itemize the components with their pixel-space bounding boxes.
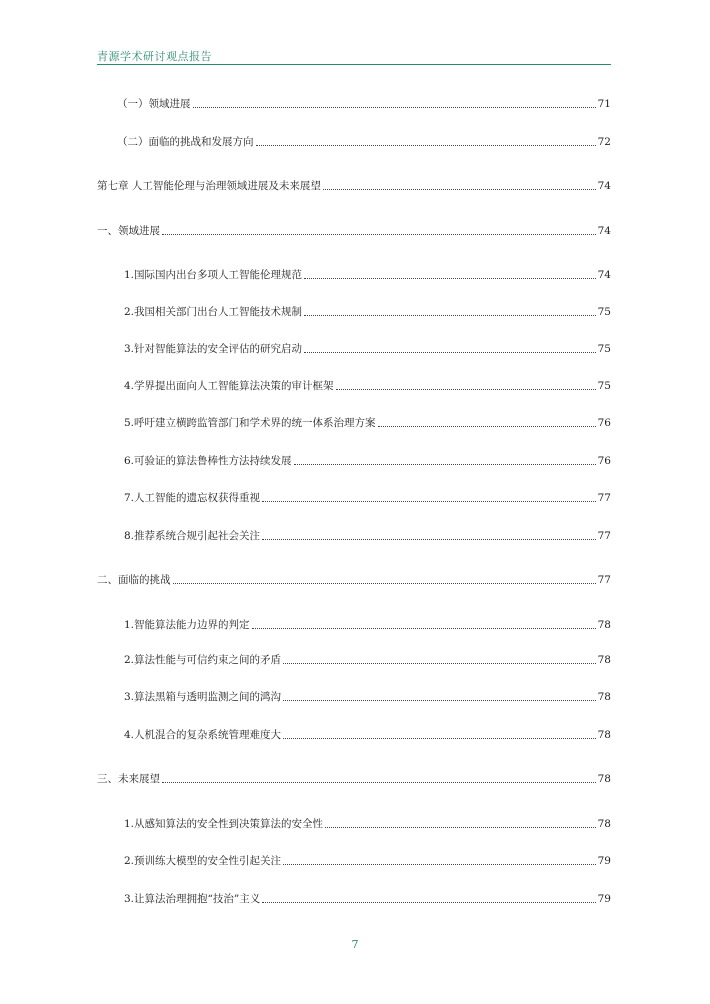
toc-entry-label: 3.针对智能算法的安全评估的研究启动 (124, 343, 303, 355)
toc-entry-page: 77 (597, 530, 611, 542)
report-header-title: 青源学术研讨观点报告 (97, 50, 212, 63)
toc-entry-label: 1.国际国内出台多项人工智能伦理规范 (124, 269, 303, 281)
toc-entry[interactable] (124, 652, 611, 668)
toc-entry[interactable] (97, 572, 611, 588)
toc-entry-label: 第七章 人工智能伦理与治理领域进展及未来展望 (97, 180, 321, 192)
toc-entry-label: 3.算法黑箱与透明监测之间的鸿沟 (124, 691, 282, 703)
toc-entry-page: 72 (597, 136, 611, 148)
toc-entry-page: 76 (597, 455, 611, 467)
toc-entry[interactable] (124, 415, 611, 431)
toc-dot-leader (262, 901, 595, 903)
toc-entry[interactable] (124, 490, 611, 506)
toc-dot-leader (256, 144, 596, 146)
toc-entry-label: （一）领域进展 (117, 98, 191, 110)
toc-entry-page: 78 (597, 773, 611, 785)
toc-entry[interactable] (97, 771, 611, 787)
toc-entry[interactable] (97, 223, 611, 239)
toc-dot-leader (336, 388, 596, 390)
toc-dot-leader (162, 781, 596, 783)
toc-entry-page: 75 (597, 343, 611, 355)
toc-entry-label: 4.人机混合的复杂系统管理难度大 (124, 729, 282, 741)
toc-entry-label: 1.智能算法能力边界的判定 (124, 619, 250, 631)
toc-dot-leader (378, 425, 596, 427)
toc-dot-leader (262, 500, 596, 502)
toc-dot-leader (304, 277, 596, 279)
toc-entry-page: 74 (597, 269, 611, 281)
toc-entry-label: 6.可验证的算法鲁棒性方法持续发展 (124, 455, 292, 467)
toc-dot-leader (323, 188, 596, 190)
toc-dot-leader (283, 699, 596, 701)
header-divider (97, 64, 611, 65)
toc-entry[interactable] (124, 267, 611, 283)
toc-entry-label: 三、未来展望 (97, 773, 160, 785)
toc-entry-page: 78 (597, 818, 611, 830)
toc-entry-label: （二）面临的挑战和发展方向 (117, 136, 254, 148)
toc-entry-label: 5.呼吁建立横跨监管部门和学术界的统一体系治理方案 (124, 417, 376, 429)
toc-entry-label: 1.从感知算法的安全性到决策算法的安全性 (124, 818, 324, 830)
toc-entry-label: 4.学界提出面向人工智能算法决策的审计框架 (124, 380, 334, 392)
toc-entry-page: 78 (597, 619, 611, 631)
toc-entry-label: 3.让算法治理拥抱“技治”主义 (124, 893, 261, 905)
toc-dot-leader (193, 106, 596, 108)
toc-dot-leader (173, 582, 596, 584)
toc-entry-page: 78 (597, 729, 611, 741)
toc-entry-page: 79 (597, 855, 611, 867)
toc-dot-leader (304, 351, 596, 353)
toc-entry-label: 2.我国相关部门出台人工智能技术规制 (124, 306, 303, 318)
toc-entry[interactable] (124, 453, 611, 469)
toc-dot-leader (283, 863, 596, 865)
toc-entry[interactable] (124, 853, 611, 869)
toc-entry[interactable] (124, 617, 611, 633)
toc-entry[interactable] (124, 378, 611, 394)
toc-entry[interactable] (117, 134, 611, 150)
toc-entry[interactable] (124, 341, 611, 357)
toc-entry-label: 8.推荐系统合规引起社会关注 (124, 530, 261, 542)
toc-dot-leader (325, 826, 596, 828)
toc-entry-page: 79 (597, 893, 611, 905)
toc-dot-leader (304, 314, 596, 316)
toc-dot-leader (283, 662, 596, 664)
toc-dot-leader (262, 538, 596, 540)
toc-entry-page: 77 (597, 574, 611, 586)
toc-entry-label: 2.预训练大模型的安全性引起关注 (124, 855, 282, 867)
toc-entry-page: 76 (597, 417, 611, 429)
toc-dot-leader (162, 233, 596, 235)
toc-entry-label: 2.算法性能与可信约束之间的矛盾 (124, 654, 282, 666)
toc-entry-page: 71 (597, 98, 611, 110)
toc-entry[interactable] (124, 727, 611, 743)
toc-entry-page: 75 (597, 306, 611, 318)
toc-dot-leader (294, 463, 596, 465)
toc-entry-page: 78 (597, 691, 611, 703)
toc-entry-page: 74 (597, 180, 611, 192)
toc-entry-page: 75 (597, 380, 611, 392)
toc-entry[interactable] (124, 816, 611, 832)
toc-entry-label: 二、面临的挑战 (97, 574, 171, 586)
toc-dot-leader (283, 737, 596, 739)
toc-dot-leader (252, 627, 596, 629)
toc-entry-label: 一、领域进展 (97, 225, 160, 237)
toc-entry[interactable] (117, 96, 611, 112)
toc-entry[interactable] (124, 891, 611, 907)
toc-entry-page: 78 (597, 654, 611, 666)
toc-entry-label: 7.人工智能的遗忘权获得重视 (124, 492, 261, 504)
toc-entry-page: 77 (597, 492, 611, 504)
toc-entry-page: 74 (597, 225, 611, 237)
toc-entry[interactable] (124, 528, 611, 544)
toc-entry[interactable] (97, 178, 611, 194)
toc-entry[interactable] (124, 304, 611, 320)
toc-entry[interactable] (124, 689, 611, 705)
page-number: 7 (351, 938, 359, 951)
